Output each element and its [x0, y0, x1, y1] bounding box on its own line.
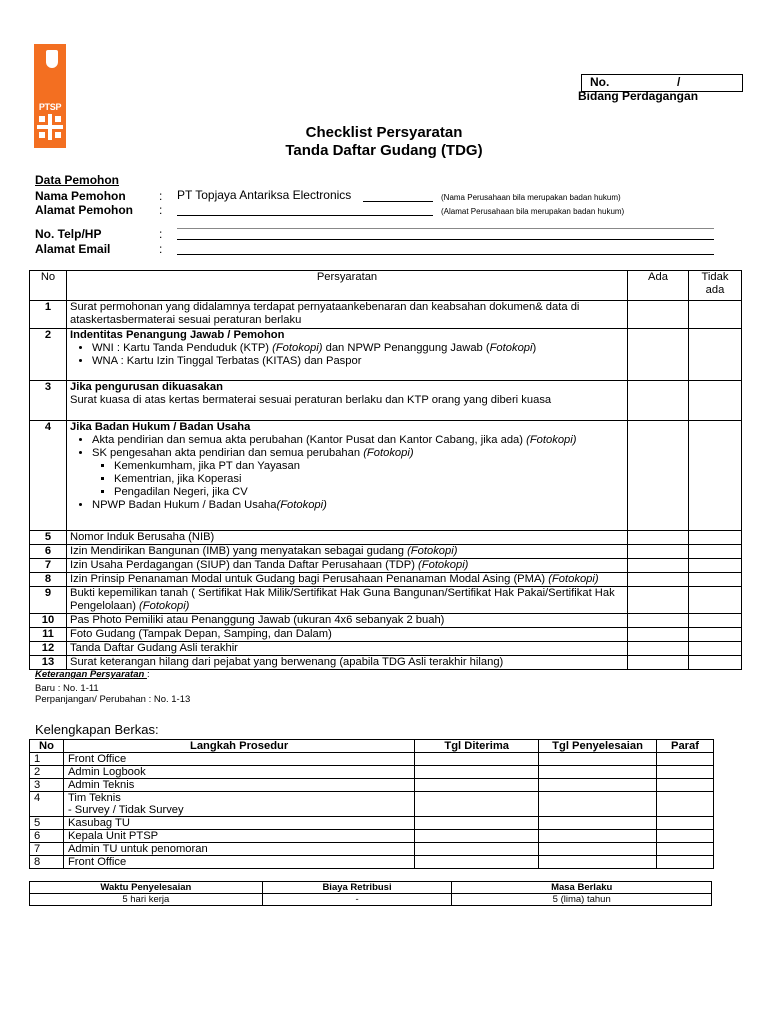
req-text: Izin Usaha Perdagangan (SIUP) dan Tanda Daftar Perusahaan (TDP)	[70, 559, 419, 571]
bullet-item	[92, 447, 624, 460]
req-no: 5	[30, 531, 67, 545]
req-text: Izin Mendirikan Bangunan (IMB) yang menyatakan sebagai gudang	[70, 545, 408, 557]
applicant-heading: Data Pemohon	[35, 173, 120, 187]
jakarta-emblem-icon	[46, 50, 58, 68]
row-step: Kepala Unit PTSP	[63, 830, 414, 843]
req-no: 2	[30, 329, 67, 381]
notes-baru: Baru : No. 1-11	[35, 683, 99, 694]
colon: :	[159, 227, 163, 241]
email-field[interactable]	[177, 254, 714, 255]
applicant-name-value[interactable]: PT Topjaya Antariksa Electronics	[177, 188, 352, 202]
check-ada[interactable]	[628, 628, 689, 642]
req-item	[67, 545, 628, 559]
check-tidak-ada[interactable]	[689, 628, 742, 642]
bullet-text: NPWP Badan Hukum / Badan Usaha	[92, 499, 277, 511]
req-no: 3	[30, 381, 67, 421]
applicant-address-hint: (Alamat Perusahaan bila merupakan badan hukum)	[441, 207, 625, 216]
check-tidak-ada[interactable]	[689, 301, 742, 329]
cell-received[interactable]	[415, 779, 539, 792]
divider-line	[177, 228, 714, 229]
col-completed: Tgl Penyelesaian	[539, 740, 657, 753]
phone-label: No. Telp/HP	[35, 227, 102, 241]
row-step: Front Office	[63, 753, 414, 766]
row-step: Admin Logbook	[63, 766, 414, 779]
page-subtitle: Tanda Daftar Gudang (TDG)	[285, 142, 483, 159]
cell-completed[interactable]	[539, 856, 657, 869]
applicant-address-field[interactable]	[177, 215, 433, 216]
table-row	[30, 856, 714, 869]
col-no: No	[30, 271, 67, 301]
col-validity: Masa Berlaku	[452, 882, 712, 894]
table-row	[30, 753, 714, 766]
bullet-item	[92, 434, 624, 447]
colon: :	[159, 203, 163, 217]
req-no: 13	[30, 656, 67, 670]
cell-paraf[interactable]	[657, 753, 714, 766]
colon: :	[159, 242, 163, 256]
notes-perpanjangan: Perpanjangan/ Perubahan : No. 1-13	[35, 694, 191, 705]
cell-paraf[interactable]	[657, 843, 714, 856]
fee-value: -	[262, 894, 452, 906]
cell-completed[interactable]	[539, 792, 657, 817]
row-step: Admin Teknis	[63, 779, 414, 792]
applicant-name-hint: (Nama Perusahaan bila merupakan badan hukum)	[441, 193, 621, 202]
cell-completed[interactable]	[539, 753, 657, 766]
req-text: Nomor Induk Berusaha (NIB)	[67, 531, 628, 545]
notes-heading: Keterangan Persyaratan	[35, 669, 147, 680]
table-row	[30, 779, 714, 792]
number-label: No.	[590, 75, 610, 89]
cell-received[interactable]	[415, 856, 539, 869]
check-tidak-ada[interactable]	[689, 559, 742, 573]
notes-heading-wrap	[35, 669, 150, 680]
col-no: No	[30, 740, 64, 753]
sub-bullet-item: ▪ Kemenkumham, jika PT dan Yayasan	[114, 460, 624, 473]
number-slash: /	[677, 75, 681, 89]
req-item	[67, 381, 628, 421]
sub-bullet-item: ▪ Pengadilan Negeri, jika CV	[114, 486, 624, 499]
req-no: 10	[30, 614, 67, 628]
colon: :	[159, 189, 163, 203]
cell-completed[interactable]	[539, 817, 657, 830]
check-tidak-ada[interactable]	[689, 545, 742, 559]
duration-value: 5 hari kerja	[30, 894, 263, 906]
cell-completed[interactable]	[539, 830, 657, 843]
row-no: 3	[30, 779, 64, 792]
req-title: Indentitas Penangung Jawab / Pemohon	[70, 329, 285, 341]
req-note: (Fotokopi)	[418, 559, 469, 571]
req-note: (Fotokopi)	[139, 600, 190, 612]
check-ada[interactable]	[628, 614, 689, 628]
bullet-item: • WNA : Kartu Izin Tinggal Terbatas (KITAS) dan Paspor	[92, 355, 624, 368]
table-row	[30, 766, 714, 779]
check-ada[interactable]	[628, 381, 689, 421]
check-tidak-ada[interactable]	[689, 587, 742, 614]
bullet-item	[92, 342, 624, 355]
check-tidak-ada[interactable]	[689, 642, 742, 656]
row-step-label: Tim Teknis	[67, 792, 121, 804]
department-label: Bidang Perdagangan	[578, 89, 699, 103]
req-text: Surat kuasa di atas kertas bermaterai sesuai peraturan berlaku dan KTP orang yang diberi kuasa	[70, 394, 552, 406]
col-received: Tgl Diterima	[415, 740, 539, 753]
cell-paraf[interactable]	[657, 779, 714, 792]
check-tidak-ada[interactable]	[689, 614, 742, 628]
col-tidak-ada: Tidak ada	[689, 271, 742, 301]
row-no: 6	[30, 830, 64, 843]
row-step	[63, 792, 414, 817]
page-title: Checklist Persyaratan	[305, 124, 463, 141]
bullet-item	[92, 499, 624, 512]
bullet-note: (Fotokopi)	[363, 447, 414, 459]
row-no: 4	[30, 792, 64, 817]
req-item	[67, 573, 628, 587]
col-step: Langkah Prosedur	[63, 740, 414, 753]
applicant-name-line	[363, 201, 433, 202]
cell-received[interactable]	[415, 843, 539, 856]
check-tidak-ada[interactable]	[689, 421, 742, 531]
bullet-note: (Fotokopi)	[272, 342, 323, 354]
cell-completed[interactable]	[539, 779, 657, 792]
row-step: Admin TU untuk penomoran	[63, 843, 414, 856]
check-tidak-ada[interactable]	[689, 573, 742, 587]
notes-colon: :	[146, 669, 150, 680]
check-ada[interactable]	[628, 642, 689, 656]
check-ada[interactable]	[628, 587, 689, 614]
cell-received[interactable]	[415, 830, 539, 843]
bullet-note: (Fotokopi)	[276, 499, 327, 511]
col-persyaratan: Persyaratan	[67, 271, 628, 301]
cell-paraf[interactable]	[657, 766, 714, 779]
req-text: Bukti kepemilikan tanah ( Sertifikat Hak Milik/Sertifikat Hak Guna Bangunan/Sertifikat Hak Pakai/Sertifikat Hak Pengelolaan)	[70, 587, 615, 612]
col-duration: Waktu Penyelesaian	[30, 882, 263, 894]
bullet-note: Fotokopi	[489, 342, 533, 354]
req-text: Tanda Daftar Gudang Asli terakhir	[67, 642, 628, 656]
req-item	[67, 587, 628, 614]
validity-value: 5 (lima) tahun	[452, 894, 712, 906]
bullet-text: Akta pendirian dan semua akta perubahan (Kantor Pusat dan Kantor Cabang, jika ada)	[92, 434, 527, 446]
req-text: Surat keterangan hilang dari pejabat yang berwenang (apabila TDG Asli terakhir hilang)	[67, 656, 628, 670]
row-no: 5	[30, 817, 64, 830]
completeness-title: Kelengkapan Berkas:	[35, 722, 159, 737]
check-ada[interactable]	[628, 545, 689, 559]
logo-text: PTSP	[38, 102, 62, 112]
req-no: 11	[30, 628, 67, 642]
check-tidak-ada[interactable]	[689, 329, 742, 381]
req-text: Pas Photo Pemiliki atau Penanggung Jawab (ukuran 4x6 sebanyak 2 buah)	[67, 614, 628, 628]
check-ada[interactable]	[628, 421, 689, 531]
summary-table	[29, 881, 712, 906]
req-text: Izin Prinsip Penanaman Modal untuk Gudang bagi Perusahaan Penanaman Modal Asing (PMA)	[70, 573, 549, 585]
bullet-text: SK pengesahan akta pendirian dan semua perubahan	[92, 447, 364, 459]
cell-received[interactable]	[415, 817, 539, 830]
table-row	[30, 843, 714, 856]
col-paraf: Paraf	[657, 740, 714, 753]
req-no: 7	[30, 559, 67, 573]
table-row	[30, 817, 714, 830]
check-ada[interactable]	[628, 559, 689, 573]
applicant-address-label: Alamat Pemohon	[35, 203, 134, 217]
cell-received[interactable]	[415, 766, 539, 779]
check-ada[interactable]	[628, 301, 689, 329]
req-no: 1	[30, 301, 67, 329]
cell-completed[interactable]	[539, 766, 657, 779]
req-no: 8	[30, 573, 67, 587]
check-ada[interactable]	[628, 656, 689, 670]
bullet-text: dan NPWP Penanggung Jawab (	[322, 342, 490, 354]
row-no: 1	[30, 753, 64, 766]
row-step: Kasubag TU	[63, 817, 414, 830]
req-note: (Fotokopi)	[407, 545, 458, 557]
email-label: Alamat Email	[35, 242, 111, 256]
cell-paraf[interactable]	[657, 856, 714, 869]
phone-field[interactable]	[177, 239, 714, 240]
row-step: Front Office	[63, 856, 414, 869]
cell-paraf[interactable]	[657, 792, 714, 817]
cell-completed[interactable]	[539, 843, 657, 856]
row-no: 2	[30, 766, 64, 779]
check-ada[interactable]	[628, 329, 689, 381]
table-row	[30, 830, 714, 843]
row-step-sub: - Survey / Tidak Survey	[67, 804, 184, 816]
row-no: 8	[30, 856, 64, 869]
req-item	[67, 421, 628, 531]
col-ada: Ada	[628, 271, 689, 301]
bullet-text: )	[532, 342, 537, 354]
cell-received[interactable]	[415, 792, 539, 817]
req-note: (Fotokopi)	[548, 573, 599, 585]
req-title: Jika pengurusan dikuasakan	[70, 381, 223, 393]
table-row	[30, 792, 714, 817]
procedure-table	[29, 739, 714, 869]
requirements-table	[29, 270, 742, 670]
cell-paraf[interactable]	[657, 817, 714, 830]
bullet-text: WNI : Kartu Tanda Penduduk (KTP)	[92, 342, 273, 354]
check-ada[interactable]	[628, 573, 689, 587]
req-no: 12	[30, 642, 67, 656]
req-title: Jika Badan Hukum / Badan Usaha	[70, 421, 251, 433]
row-no: 7	[30, 843, 64, 856]
req-text: Foto Gudang (Tampak Depan, Samping, dan Dalam)	[67, 628, 628, 642]
req-no: 9	[30, 587, 67, 614]
col-fee: Biaya Retribusi	[262, 882, 452, 894]
req-no: 6	[30, 545, 67, 559]
req-no: 4	[30, 421, 67, 531]
check-ada[interactable]	[628, 531, 689, 545]
cell-received[interactable]	[415, 753, 539, 766]
check-tidak-ada[interactable]	[689, 656, 742, 670]
bullet-note: (Fotokopi)	[526, 434, 577, 446]
req-item	[67, 559, 628, 573]
check-tidak-ada[interactable]	[689, 381, 742, 421]
applicant-name-label: Nama Pemohon	[35, 189, 126, 203]
req-text: Surat permohonan yang didalamnya terdapat pernyataankebenaran dan keabsahan dokumen& data di ataskertasbermaterai sesuai peraturan berlaku	[67, 301, 628, 329]
check-tidak-ada[interactable]	[689, 531, 742, 545]
sub-bullet-item: ▪ Kementrian, jika Koperasi	[114, 473, 624, 486]
req-item	[67, 329, 628, 381]
cell-paraf[interactable]	[657, 830, 714, 843]
